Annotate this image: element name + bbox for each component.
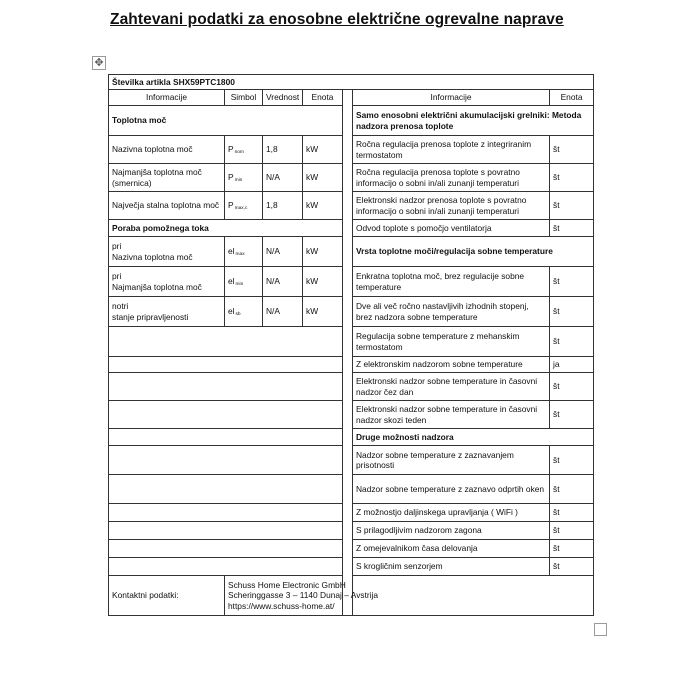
aux-row-value: N/A xyxy=(263,237,303,267)
section-power-type: Vrsta toplotne moči/regulacija sobne temperature xyxy=(353,237,594,267)
power-row-unit: št xyxy=(550,297,594,327)
power-row-label: Enkratna toplotna moč, brez regulacije sobne temperature xyxy=(353,267,550,297)
header-row xyxy=(109,90,594,106)
aux-row-unit: kW xyxy=(303,297,343,327)
section-heat-output: Toplotna moč xyxy=(109,106,343,136)
heat-row-unit: kW xyxy=(303,136,343,164)
aux-row-value: N/A xyxy=(263,297,303,327)
heat-row-value: 1,8 xyxy=(263,136,303,164)
storage-row-label: Ročna regulacija prenosa toplote z integriranim termostatom xyxy=(353,136,550,164)
empty-cell xyxy=(109,373,343,401)
aux-row-symbol: $el_{min}$ xyxy=(225,267,263,297)
other-row-unit: št xyxy=(550,522,594,540)
empty-cell xyxy=(109,429,343,446)
aux-row-unit: kW xyxy=(303,237,343,267)
left-header-value: Vrednost xyxy=(263,90,303,106)
table-move-handle-icon[interactable]: ✥ xyxy=(92,56,106,70)
empty-cell xyxy=(109,475,343,504)
contact-details xyxy=(225,576,594,616)
other-row-label: Z možnostjo daljinskega upravljanja ( WiFi ) xyxy=(353,504,550,522)
power-row-label: Elektronski nadzor sobne temperature in časovni nadzor skozi teden xyxy=(353,401,550,429)
aux-row-symbol: $el_{max}$ xyxy=(225,237,263,267)
section-storage: Samo enosobni električni akumulacijski grelniki: Metoda nadzora prenosa toplote xyxy=(353,106,594,136)
other-row-unit: št xyxy=(550,558,594,576)
other-row-unit: št xyxy=(550,475,594,504)
contact-company: Schuss Home Electronic GmbH xyxy=(228,580,346,591)
aux-row-label: notri stanje pripravljenosti xyxy=(109,297,225,327)
power-row-label: Elektronski nadzor sobne temperature in časovni nadzor čez dan xyxy=(353,373,550,401)
empty-cell xyxy=(109,504,343,522)
heat-row-symbol: $P_{max,c}$ xyxy=(225,192,263,220)
other-row-label: S krogličnim senzorjem xyxy=(353,558,550,576)
left-header-unit: Enota xyxy=(303,90,343,106)
power-row-unit: št xyxy=(550,327,594,357)
storage-row-unit: št xyxy=(550,192,594,220)
aux-row-label: pri Nazivna toplotna moč xyxy=(109,237,225,267)
power-row-unit: ja xyxy=(550,357,594,373)
heat-row-symbol: $P_{min}$ xyxy=(225,164,263,192)
empty-cell xyxy=(109,401,343,429)
heat-row-label: Najmanjša toplotna moč (smernica) xyxy=(109,164,225,192)
storage-row-unit: št xyxy=(550,220,594,237)
heat-row-label: Nazivna toplotna moč xyxy=(109,136,225,164)
other-row-unit: št xyxy=(550,540,594,558)
page-end-marker xyxy=(594,623,607,636)
section-other: Druge možnosti nadzora xyxy=(353,429,594,446)
heat-row-unit: kW xyxy=(303,164,343,192)
heat-row-value: 1,8 xyxy=(263,192,303,220)
left-header-info: Informacije xyxy=(109,90,225,106)
storage-row-label: Odvod toplote s pomočjo ventilatorja xyxy=(353,220,550,237)
product-info-table xyxy=(108,74,594,616)
other-row-label: S prilagodljivim nadzorom zagona xyxy=(353,522,550,540)
power-row-unit: št xyxy=(550,401,594,429)
contact-label: Kontaktni podatki: xyxy=(109,576,225,616)
left-header-symbol: Simbol xyxy=(225,90,263,106)
other-row-unit: št xyxy=(550,504,594,522)
right-header-info: Informacije xyxy=(353,90,550,106)
power-row-unit: št xyxy=(550,267,594,297)
article-row xyxy=(109,75,594,90)
other-row-label: Nadzor sobne temperature z zaznavanjem prisotnosti xyxy=(353,446,550,475)
aux-row-label: pri Najmanjša toplotna moč xyxy=(109,267,225,297)
aux-row-unit: kW xyxy=(303,267,343,297)
article-number: Številka artikla SHX59PTC1800 xyxy=(109,75,594,90)
power-row-unit: št xyxy=(550,373,594,401)
storage-row-unit: št xyxy=(550,164,594,192)
contact-website[interactable]: https://www.schuss-home.at/ xyxy=(228,600,335,611)
right-header-unit: Enota xyxy=(550,90,594,106)
empty-cell xyxy=(109,357,343,373)
empty-cell xyxy=(109,522,343,540)
power-row-label: Z elektronskim nadzorom sobne temperature xyxy=(353,357,550,373)
document-title: Zahtevani podatki za enosobne električne ogrevalne naprave xyxy=(110,11,564,28)
empty-cell xyxy=(109,446,343,475)
heat-row-value: N/A xyxy=(263,164,303,192)
column-gap xyxy=(343,90,353,616)
empty-cell xyxy=(109,327,343,357)
other-row-label: Nadzor sobne temperature z zaznavo odprtih oken xyxy=(353,475,550,504)
section-aux-consumption: Poraba pomožnega toka xyxy=(109,220,343,237)
other-row-unit: št xyxy=(550,446,594,475)
storage-row-unit: št xyxy=(550,136,594,164)
storage-row-label: Ročna regulacija prenosa toplote s povratno informacijo o sobni in/ali zunanji temperaturi xyxy=(353,164,550,192)
aux-row-symbol: $el_{sb}$ xyxy=(225,297,263,327)
heat-row-label: Največja stalna toplotna moč xyxy=(109,192,225,220)
other-row-label: Z omejevalnikom časa delovanja xyxy=(353,540,550,558)
power-row-label: Dve ali več ročno nastavljivih izhodnih stopenj, brez nadzora sobne temperature xyxy=(353,297,550,327)
aux-row-value: N/A xyxy=(263,267,303,297)
power-row-label: Regulacija sobne temperature z mehanskim termostatom xyxy=(353,327,550,357)
empty-cell xyxy=(109,540,343,558)
empty-cell xyxy=(109,558,343,576)
contact-address: Scheringgasse 3 – 1140 Dunaj – Avstrija xyxy=(228,590,379,601)
storage-row-label: Elektronski nadzor prenosa toplote s povratno informacijo o sobni in/ali zunanji temperaturi xyxy=(353,192,550,220)
heat-row-unit: kW xyxy=(303,192,343,220)
heat-row-symbol: $P_{nom}$ xyxy=(225,136,263,164)
